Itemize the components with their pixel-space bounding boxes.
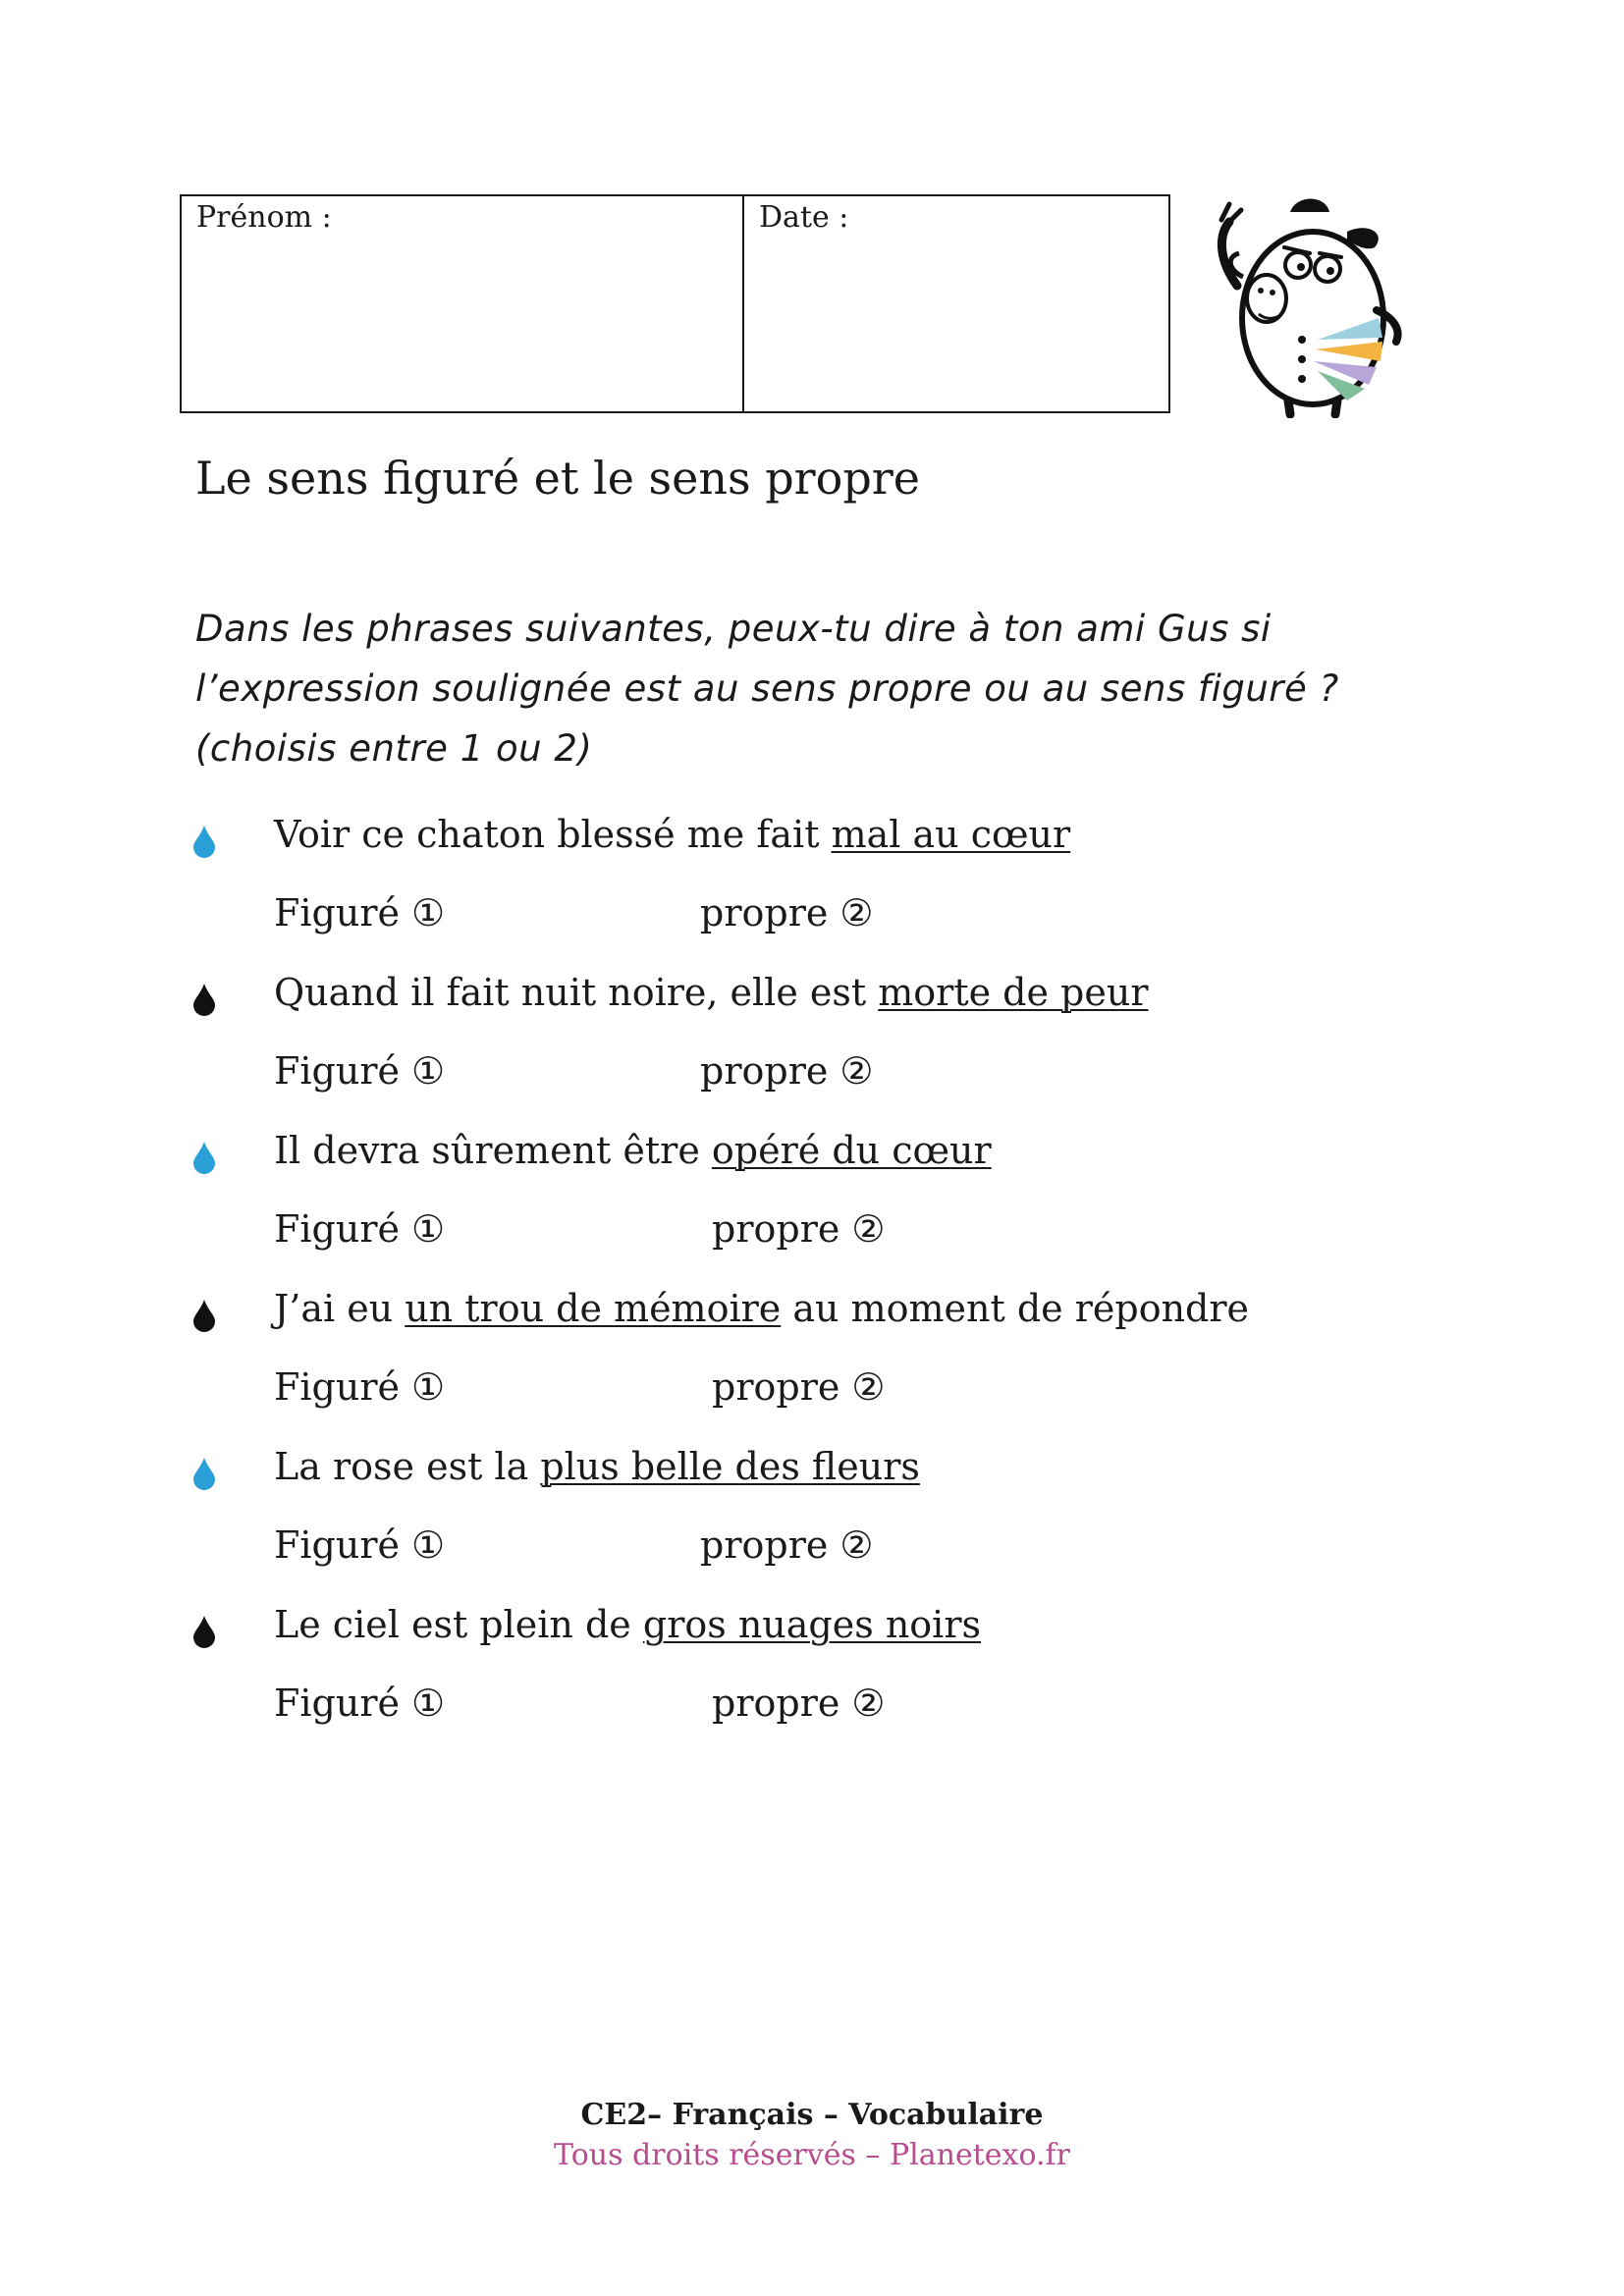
first-name-field[interactable]: [182, 196, 744, 411]
option-figure[interactable]: Figuré ①: [274, 1365, 446, 1409]
sentence: J’ai eu un trou de mémoire au moment de répondre: [274, 1287, 1250, 1330]
list-item: [191, 971, 1468, 1108]
sentence: La rose est la plus belle des fleurs: [274, 1445, 920, 1488]
option-propre[interactable]: propre ②: [700, 1523, 874, 1567]
black-drop-icon: [191, 983, 217, 1016]
option-propre[interactable]: propre ②: [700, 891, 874, 934]
footer-subject: CE2– Français – Vocabulaire: [580, 2098, 1044, 2132]
option-propre[interactable]: propre ②: [712, 1682, 886, 1725]
option-propre[interactable]: propre ②: [712, 1365, 886, 1409]
underlined-expression: morte de peur: [878, 971, 1149, 1014]
list-item: [191, 1129, 1468, 1266]
underlined-expression: mal au cœur: [831, 813, 1071, 856]
option-figure[interactable]: Figuré ①: [274, 1049, 446, 1093]
instructions: [195, 599, 1472, 778]
page-title: Le sens figuré et le sens propre: [195, 452, 921, 505]
option-propre[interactable]: propre ②: [700, 1049, 874, 1093]
underlined-expression: opéré du cœur: [711, 1129, 992, 1172]
instructions-line-1: Dans les phrases suivantes, peux-tu dire à ton ami Gus si: [195, 608, 1272, 650]
instructions-line-2: l’expression soulignée est au sens propre ou au sens figuré ?: [195, 667, 1339, 710]
black-drop-icon: [191, 1615, 217, 1648]
blue-drop-icon: [191, 825, 217, 858]
sentence: Voir ce chaton blessé me fait mal au cœur: [274, 813, 1071, 856]
sentence: Il devra sûrement être opéré du cœur: [274, 1129, 992, 1172]
option-figure[interactable]: Figuré ①: [274, 1523, 446, 1567]
blue-drop-icon: [191, 1141, 217, 1174]
first-name-label: Prénom :: [196, 200, 332, 235]
list-item: [191, 1603, 1468, 1740]
underlined-expression: gros nuages noirs: [642, 1603, 981, 1646]
list-item: [191, 1287, 1468, 1424]
instructions-line-3: (choisis entre 1 ou 2): [195, 727, 593, 770]
option-figure[interactable]: Figuré ①: [274, 1682, 446, 1725]
option-propre[interactable]: propre ②: [712, 1207, 886, 1251]
sentence: Le ciel est plein de gros nuages noirs: [274, 1603, 981, 1646]
underlined-expression: un trou de mémoire: [405, 1287, 782, 1330]
blue-drop-icon: [191, 1457, 217, 1490]
sentence: Quand il fait nuit noire, elle est morte de peur: [274, 971, 1149, 1014]
date-label: Date :: [759, 200, 849, 235]
sheep-mascot-icon: [1200, 192, 1416, 418]
footer-copyright: Tous droits réservés – Planetexo.fr: [554, 2138, 1070, 2172]
list-item: [191, 1445, 1468, 1582]
name-date-box: [180, 194, 1170, 413]
underlined-expression: plus belle des fleurs: [540, 1445, 920, 1488]
list-item: [191, 813, 1468, 950]
option-figure[interactable]: Figuré ①: [274, 1207, 446, 1251]
date-field[interactable]: [744, 196, 1168, 411]
black-drop-icon: [191, 1299, 217, 1332]
option-figure[interactable]: Figuré ①: [274, 891, 446, 934]
